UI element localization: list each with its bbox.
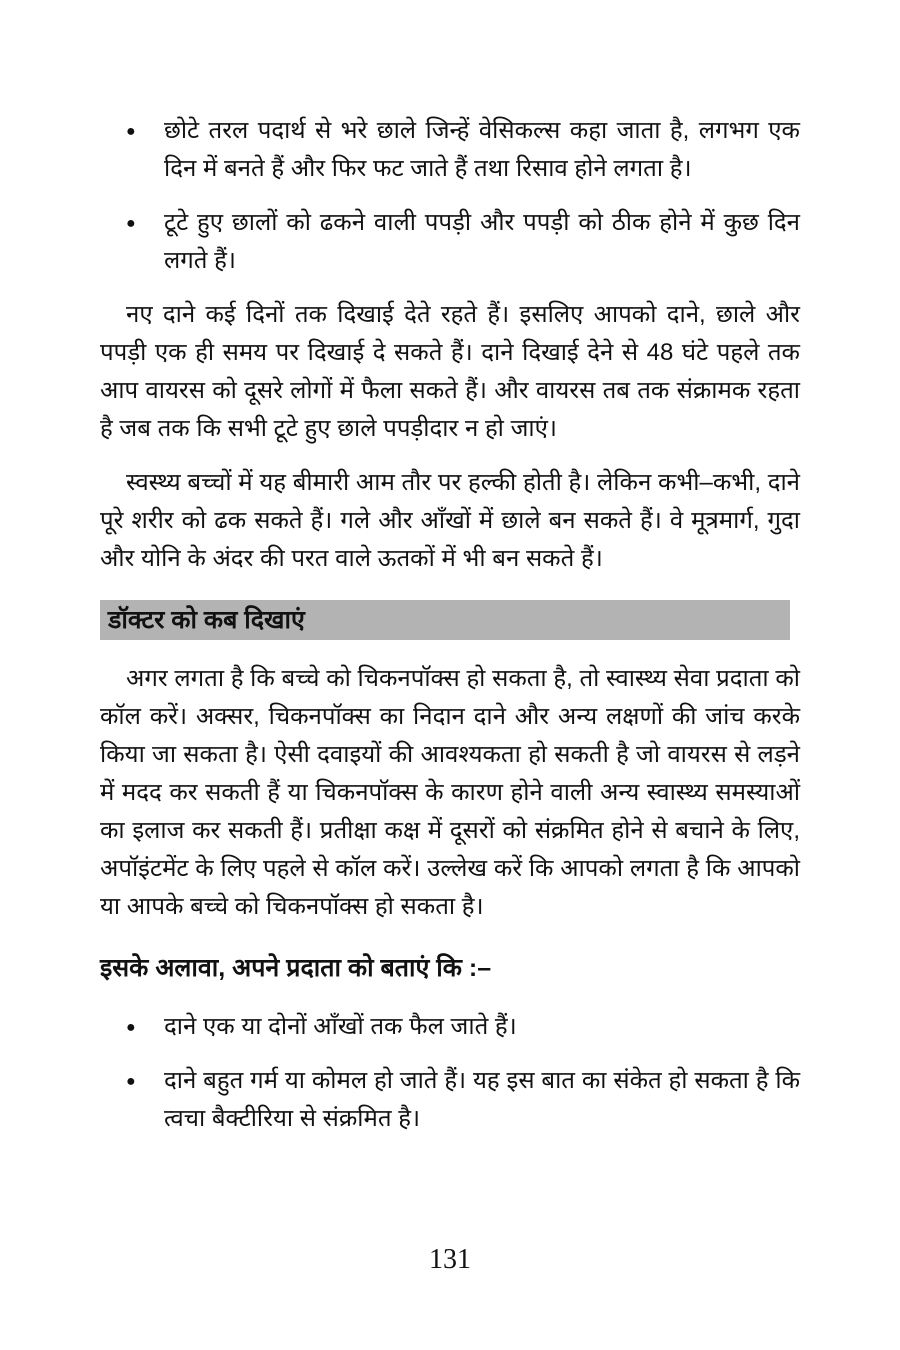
list-item — [100, 1062, 800, 1138]
subheading-tell-provider: इसके अलावा, अपने प्रदाता को बताएं कि :– — [100, 954, 492, 982]
bullet-text-eyes: दाने एक या दोनों आँखों तक फैल जाते हैं। — [164, 1013, 517, 1040]
paragraph-call-provider: अगर लगता है कि बच्चे को चिकनपॉक्स हो सकता है, तो स्वास्थ्य सेवा प्रदाता को कॉल करें। अक्सर, चिकनपॉक्स का निदान दाने और अन्य लक्षणों की जांच करके किया जा सकता है। ऐसी दवाइयों की आवश्यकता हो सकती है जो वायरस से लड़ने में मदद कर सकती हैं या चिकनपॉक्स के कारण होने वाली अन्य स्वास्थ्य समस्याओं का इलाज कर सकती हैं। प्रतीक्षा कक्ष में दूसरों को संक्रमित होने से बचाने के लिए, अपॉइंटमेंट के लिए पहले से कॉल करें। उल्लेख करें कि आपको लगता है कि आपको या आपके बच्चे को चिकनपॉक्स हो सकता है। — [100, 665, 800, 920]
tell-provider-bullet-list — [100, 1008, 800, 1138]
list-item — [100, 204, 800, 280]
bullet-icon: ● — [126, 1073, 136, 1090]
section-heading-when-to-see-doctor: डॉक्टर को कब दिखाएं — [100, 600, 790, 640]
bullet-text-vesicles: छोटे तरल पदार्थ से भरे छाले जिन्हें वेसिकल्स कहा जाता है, लगभग एक दिन में बनते हैं और फिर फट जाते हैं तथा रिसाव होने लगता है। — [164, 117, 800, 182]
page-footer — [0, 1244, 900, 1276]
blister-symptom-bullet-list — [100, 112, 800, 280]
list-item — [100, 112, 800, 188]
bullet-text-warm-tender: दाने बहुत गर्म या कोमल हो जाते हैं। यह इस बात का संकेत हो सकता है कि त्वचा बैक्टीरिया से संक्रमित है। — [164, 1067, 800, 1132]
list-item — [100, 1008, 800, 1046]
paragraph-severity: स्वस्थ्य बच्चों में यह बीमारी आम तौर पर हल्की होती है। लेकिन कभी–कभी, दाने पूरे शरीर को ढक सकते हैं। गले और आँखों में छाले बन सकते हैं। वे मूत्रमार्ग, गुदा और योनि के अंदर की परत वाले ऊतकों में भी बन सकते हैं। — [100, 469, 800, 572]
bullet-icon: ● — [126, 123, 136, 140]
bullet-icon: ● — [126, 1019, 136, 1036]
page-number: 131 — [429, 1244, 471, 1275]
bullet-icon: ● — [126, 215, 136, 232]
paragraph-rash-timeline: नए दाने कई दिनों तक दिखाई देते रहते हैं। इसलिए आपको दाने, छाले और पपड़ी एक ही समय पर दिखाई दे सकते हैं। दाने दिखाई देने से 48 घंटे पहले तक आप वायरस को दूसरे लोगों में फैला सकते हैं। और वायरस तब तक संक्रामक रहता है जब तक कि सभी टूटे हुए छाले पपड़ीदार न हो जाएं। — [100, 301, 800, 442]
bullet-text-scabs: टूटे हुए छालों को ढकने वाली पपड़ी और पपड़ी को ठीक होने में कुछ दिन लगते हैं। — [164, 209, 800, 274]
